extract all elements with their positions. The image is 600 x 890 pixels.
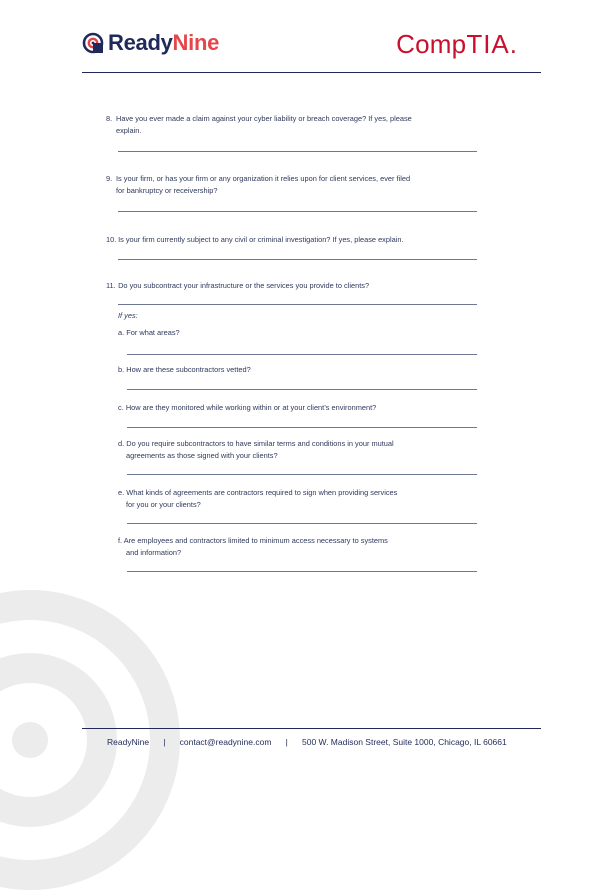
sub-text: How are they monitored while working within or at your client’s environment? [125,403,377,412]
question-number: 11. [106,281,116,290]
sub-question-d [118,438,478,462]
sub-text: For what areas? [126,328,180,337]
footer-separator: | [285,737,288,747]
question-number: 10. [106,235,117,244]
footer-address: 500 W. Madison Street, Suite 1000, Chicago, IL 60661 [301,737,507,747]
sub-question-b [118,364,478,376]
question-text: Do you subcontract your infrastructure or the services you provide to clients? [118,281,370,290]
question-number: 8. [106,114,113,123]
question-11 [106,280,486,292]
footer-separator: | [163,737,166,747]
sub-letter: a. [118,328,125,337]
sub-text-cont: for you or your clients? [126,500,201,509]
answer-line-f[interactable] [127,571,477,572]
sub-letter: e. [118,488,125,497]
sub-text-cont: and information? [126,548,182,557]
answer-line-b[interactable] [127,389,477,390]
brand-ready: Ready [108,30,173,55]
sub-question-e [118,487,478,511]
question-10 [106,234,486,246]
question-number: 9. [106,174,113,183]
answer-line-d[interactable] [127,474,477,475]
sub-text: Are employees and contractors limited to minimum access necessary to systems [123,536,388,545]
sub-letter: b. [118,365,125,374]
answer-line-10[interactable] [118,259,477,260]
question-text-cont: for bankruptcy or receivership? [116,186,218,195]
sub-letter: c. [118,403,124,412]
header-divider [82,72,541,73]
question-text-cont: explain. [116,126,142,135]
footer-email[interactable]: contact@readynine.com [179,737,272,747]
answer-line-c[interactable] [127,427,477,428]
if-yes-label: If yes: [118,311,138,320]
comptia-tia: TIA. [466,29,518,59]
sub-text: How are these subcontractors vetted? [126,365,251,374]
footer-divider [82,728,541,729]
question-text: Is your firm, or has your firm or any organization it relies upon for client services, ever filed [116,174,411,183]
sub-question-f [118,535,478,559]
sub-question-a [118,327,478,339]
footer [107,737,507,747]
answer-line-9[interactable] [118,211,477,212]
comptia-logo [396,29,518,60]
question-9 [106,173,486,197]
sub-text: Do you require subcontractors to have similar terms and conditions in your mutual [126,439,394,448]
question-8 [106,113,486,137]
brand-nine: Nine [172,30,220,55]
sub-text: What kinds of agreements are contractors required to sign when providing services [126,488,398,497]
comptia-comp: Comp [396,29,467,59]
sub-letter: f. [118,536,123,545]
sub-question-c [118,402,478,414]
sub-letter: d. [118,439,125,448]
question-text: Is your firm currently subject to any civil or criminal investigation? If yes, please explain. [118,235,404,244]
footer-company: ReadyNine [107,737,150,747]
question-text: Have you ever made a claim against your cyber liability or breach coverage? If yes, please [116,114,412,123]
readynine-target-icon [82,32,104,54]
sub-text-cont: agreements as those signed with your clients? [126,451,278,460]
answer-line-8[interactable] [118,151,477,152]
readynine-logo [82,30,219,56]
answer-line-e[interactable] [127,523,477,524]
answer-line-11[interactable] [118,304,477,305]
answer-line-a[interactable] [127,354,477,355]
